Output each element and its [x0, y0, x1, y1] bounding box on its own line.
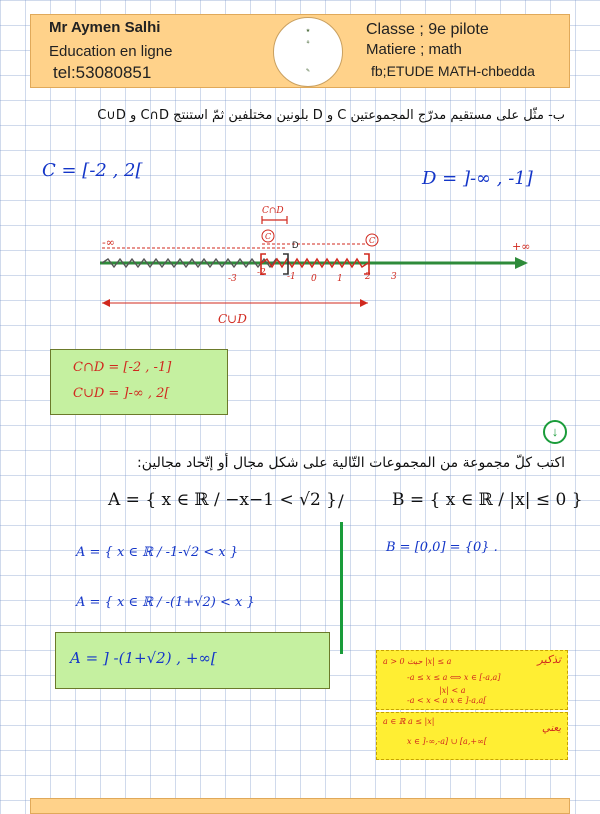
set-a-step1: A = { x ∈ ℝ / -1-√2 < x }	[76, 545, 239, 560]
plus-infinity-label: +∞	[512, 240, 531, 253]
phone-number: tel:53080851	[53, 63, 152, 82]
circle-c-label-left: C	[265, 232, 272, 241]
definitions-separator: /	[338, 492, 344, 512]
author-name: Mr Aymen Salhi	[49, 19, 161, 36]
tick-minus-3: -3	[228, 274, 237, 284]
tick-0: 0	[311, 274, 317, 284]
class-label: Classe ; 9e pilote	[366, 21, 489, 38]
set-a-step2: A = { x ∈ ℝ / -(1+√2) < x }	[76, 595, 255, 610]
header-subtitle: Education en ligne	[49, 43, 173, 60]
download-icon[interactable]: ↓	[543, 420, 567, 444]
results-box	[50, 349, 228, 415]
tick-1: 1	[337, 274, 343, 284]
subject-label: Matiere ; math	[366, 41, 462, 58]
column-divider	[340, 522, 343, 654]
axis-arrow	[515, 257, 528, 269]
set-a-result: A = ] -(1+√2) , +∞[	[70, 649, 217, 667]
union-label: C∪D	[218, 312, 247, 326]
intersection-result: C∩D = [-2 , -1]	[73, 360, 172, 375]
circle-c-label-right: C	[369, 236, 376, 245]
reminder-title: تذكير	[537, 653, 561, 666]
intersection-label: C∩D	[262, 206, 284, 216]
reminder-line5: a ∈ ℝ a ≤ |x|	[383, 717, 435, 726]
facebook-label: fb;ETUDE MATH-chbedda	[371, 63, 535, 79]
reminder-line2: -a ≤ x ≤ a ⟺ x ∈ [-a,a]	[407, 673, 501, 682]
circle-d-label: D	[292, 240, 299, 250]
exercise-instruction: اكتب كلّ مجموعة من المجموعات التّالية على شكل مجال أو إتّحاد مجالين:	[136, 455, 565, 471]
reminder-title-2: يعني	[542, 723, 561, 734]
header-banner	[30, 14, 570, 88]
footer-banner	[30, 798, 570, 814]
set-d-definition: D = ]-∞ , -1]	[422, 168, 533, 189]
reminder-line3: |x| < a	[439, 686, 466, 695]
minus-infinity-label: -∞	[102, 236, 115, 249]
reminder-box-abs-ge	[376, 712, 568, 760]
set-a-definition: A = { x ∈ ℝ / −x−1 < √2 }	[108, 490, 338, 510]
set-c-definition: C = [-2 , 2[	[42, 160, 143, 181]
set-b-result: B = [0,0] = {0} .	[386, 540, 498, 555]
union-result: C∪D = ]-∞ , 2[	[73, 386, 170, 401]
part-b-instruction: ب- مثّل على مستقيم مدرّج المجموعتين C و D بلونين مختلفين ثمّ استنتج C∩D و C∪D	[97, 108, 565, 123]
school-seal: ★ ⚘ ✎	[273, 17, 343, 87]
number-line-diagram	[90, 200, 540, 340]
tick-3: 3	[391, 272, 397, 282]
reminder-line1: a > 0 حيث |x| ≤ a	[383, 657, 452, 666]
tick-2: 2	[365, 272, 371, 282]
tick-minus-1: -1	[287, 272, 296, 282]
set-b-definition: B = { x ∈ ℝ / |x| ≤ 0 }	[392, 490, 583, 510]
tick-minus-2: -2	[257, 268, 266, 278]
reminder-line6: x ∈ ]-∞,-a] ∪ [a,+∞[	[407, 737, 487, 746]
reminder-line4: -a < x < a x ∈ ]-a,a[	[407, 696, 487, 705]
set-a-result-box	[55, 632, 330, 689]
reminder-box-abs-le	[376, 650, 568, 710]
